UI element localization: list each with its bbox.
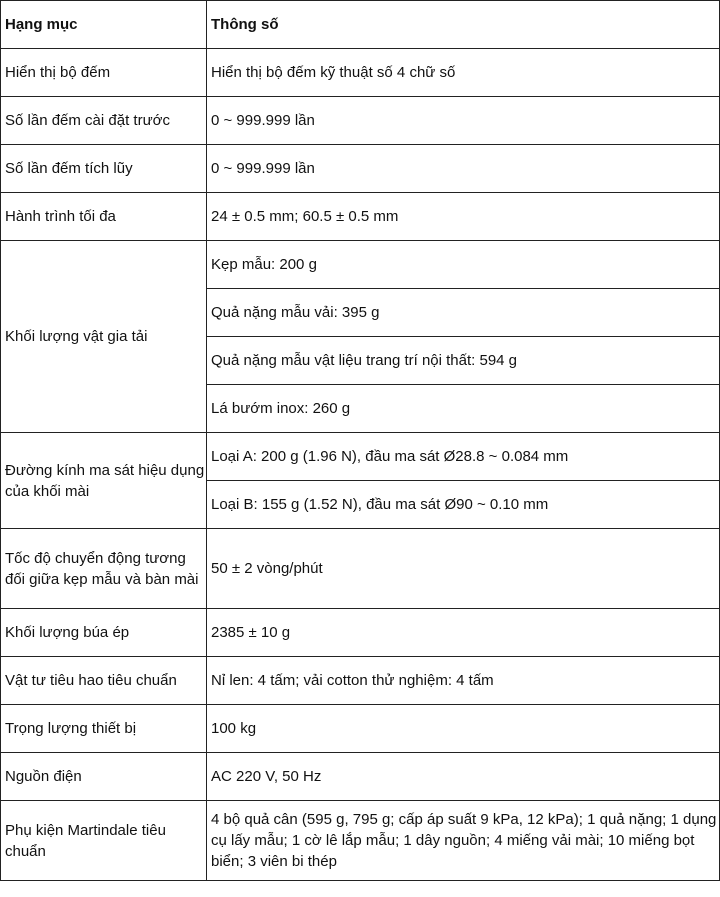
row-value: Quả nặng mẫu vật liệu trang trí nội thất: 594 g: [207, 337, 720, 385]
row-value: 0 ~ 999.999 lần: [207, 97, 720, 145]
row-label: Trọng lượng thiết bị: [1, 705, 207, 753]
row-label: Nguồn điện: [1, 753, 207, 801]
row-value: 2385 ± 10 g: [207, 609, 720, 657]
row-value: Kẹp mẫu: 200 g: [207, 241, 720, 289]
row-value: Hiển thị bộ đếm kỹ thuật số 4 chữ số: [207, 49, 720, 97]
row-label: Tốc độ chuyển động tương đối giữa kẹp mẫu và bàn mài: [1, 529, 207, 609]
table-row: [1, 529, 720, 609]
table-row: [1, 801, 720, 881]
row-value: 4 bộ quả cân (595 g, 795 g; cấp áp suất 9 kPa, 12 kPa); 1 quả nặng; 1 dụng cụ lấy mẫu; 1 cờ lê lắp mẫu; 1 dây nguồn; 4 miếng vải mài; 10 miếng bọt biển; 3 viên bi thép: [207, 801, 720, 881]
row-label: Phụ kiện Martindale tiêu chuẩn: [1, 801, 207, 881]
table-header-row: [1, 1, 720, 49]
row-label: Số lần đếm cài đặt trước: [1, 97, 207, 145]
row-value: Loại B: 155 g (1.52 N), đầu ma sát Ø90 ~ 0.10 mm: [207, 481, 720, 529]
table-row: [1, 609, 720, 657]
row-label: Đường kính ma sát hiệu dụng của khối mài: [1, 433, 207, 529]
table-row: [1, 705, 720, 753]
table-row: [1, 193, 720, 241]
table-row: [1, 49, 720, 97]
row-value: 24 ± 0.5 mm; 60.5 ± 0.5 mm: [207, 193, 720, 241]
row-label: Số lần đếm tích lũy: [1, 145, 207, 193]
table-row: [1, 657, 720, 705]
table-row: [1, 753, 720, 801]
row-value: AC 220 V, 50 Hz: [207, 753, 720, 801]
table-row: [1, 433, 720, 481]
row-value: 100 kg: [207, 705, 720, 753]
table-row: [1, 145, 720, 193]
row-value: Quả nặng mẫu vải: 395 g: [207, 289, 720, 337]
table-row: [1, 241, 720, 289]
table-row: [1, 97, 720, 145]
row-value: Lá bướm inox: 260 g: [207, 385, 720, 433]
row-label: Vật tư tiêu hao tiêu chuẩn: [1, 657, 207, 705]
row-value: 50 ± 2 vòng/phút: [207, 529, 720, 609]
header-item: Hạng mục: [1, 1, 207, 49]
row-label: Khối lượng vật gia tải: [1, 241, 207, 433]
row-label: Hiển thị bộ đếm: [1, 49, 207, 97]
row-label: Khối lượng búa ép: [1, 609, 207, 657]
row-value: Nỉ len: 4 tấm; vải cotton thử nghiệm: 4 tấm: [207, 657, 720, 705]
row-value: Loại A: 200 g (1.96 N), đầu ma sát Ø28.8 ~ 0.084 mm: [207, 433, 720, 481]
header-spec: Thông số: [207, 1, 720, 49]
row-label: Hành trình tối đa: [1, 193, 207, 241]
row-value: 0 ~ 999.999 lần: [207, 145, 720, 193]
